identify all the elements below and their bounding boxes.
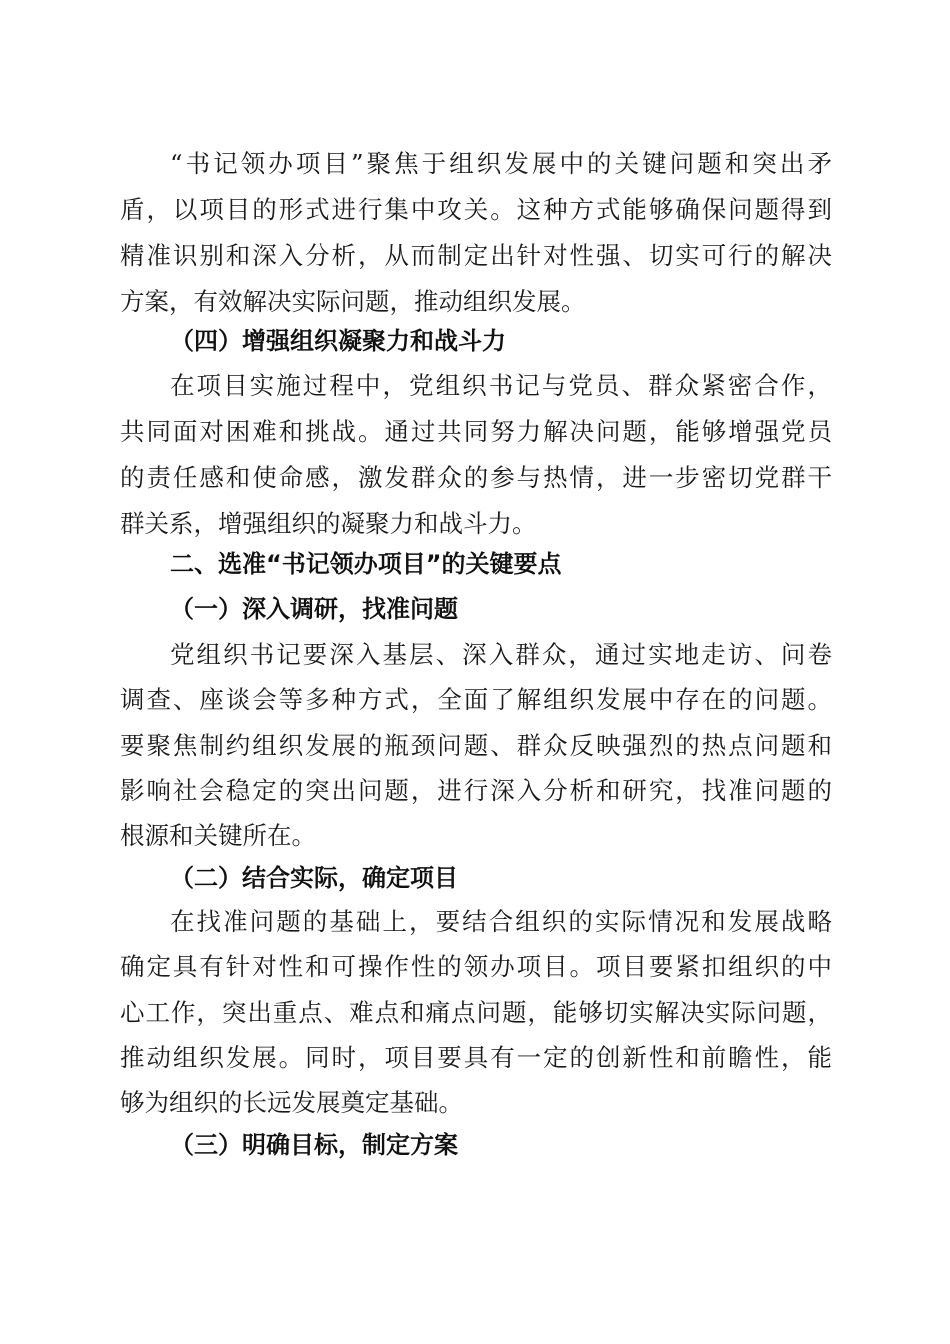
subheading-3: （三）明确目标，制定方案 <box>170 1130 458 1159</box>
paragraph-line: 调查、座谈会等多种方式，全面了解组织发展中存在的问题。 <box>120 685 832 714</box>
subheading-4: （四）增强组织凝聚力和战斗力 <box>170 326 506 355</box>
paragraph-line: 够为组织的长远发展奠定基础。 <box>120 1088 463 1117</box>
paragraph-line: 确定具有针对性和可操作性的领办项目。项目要紧扣组织的中 <box>120 952 832 981</box>
subheading-2: （二）结合实际，确定项目 <box>170 863 458 892</box>
paragraph-line: 要聚焦制约组织发展的瓶颈问题、群众反映强烈的热点问题和 <box>120 731 832 760</box>
paragraph-line: 心工作，突出重点、难点和痛点问题，能够切实解决实际问题， <box>120 998 832 1027</box>
paragraph-line: 在找准问题的基础上，要结合组织的实际情况和发展战略 <box>170 907 832 936</box>
paragraph-line: 方案，有效解决实际问题，推动组织发展。 <box>120 287 586 316</box>
paragraph-line: 群关系，增强组织的凝聚力和战斗力。 <box>120 509 537 538</box>
paragraph-line: 的责任感和使命感，激发群众的参与热情，进一步密切党群干 <box>120 463 832 492</box>
paragraph-line: 党组织书记要深入基层、深入群众，通过实地走访、问卷 <box>170 640 832 669</box>
paragraph-line: “书记领办项目”聚焦于组织发展中的关键问题和突出矛 <box>170 149 832 178</box>
paragraph-line: 共同面对困难和挑战。通过共同努力解决问题，能够增强党员 <box>120 417 832 446</box>
paragraph-line: 影响社会稳定的突出问题，进行深入分析和研究，找准问题的 <box>120 776 832 805</box>
section-heading: 二、选准“书记领办项目”的关键要点 <box>170 550 562 578</box>
paragraph-line: 在项目实施过程中，党组织书记与党员、群众紧密合作， <box>170 371 832 400</box>
paragraph-line: 盾，以项目的形式进行集中攻关。这种方式能够确保问题得到 <box>120 195 832 224</box>
paragraph-line: 根源和关键所在。 <box>120 821 316 850</box>
subheading-1: （一）深入调研，找准问题 <box>170 594 458 623</box>
paragraph-line: 精准识别和深入分析，从而制定出针对性强、切实可行的解决 <box>120 241 832 270</box>
paragraph-line: 推动组织发展。同时，项目要具有一定的创新性和前瞻性，能 <box>120 1043 832 1072</box>
